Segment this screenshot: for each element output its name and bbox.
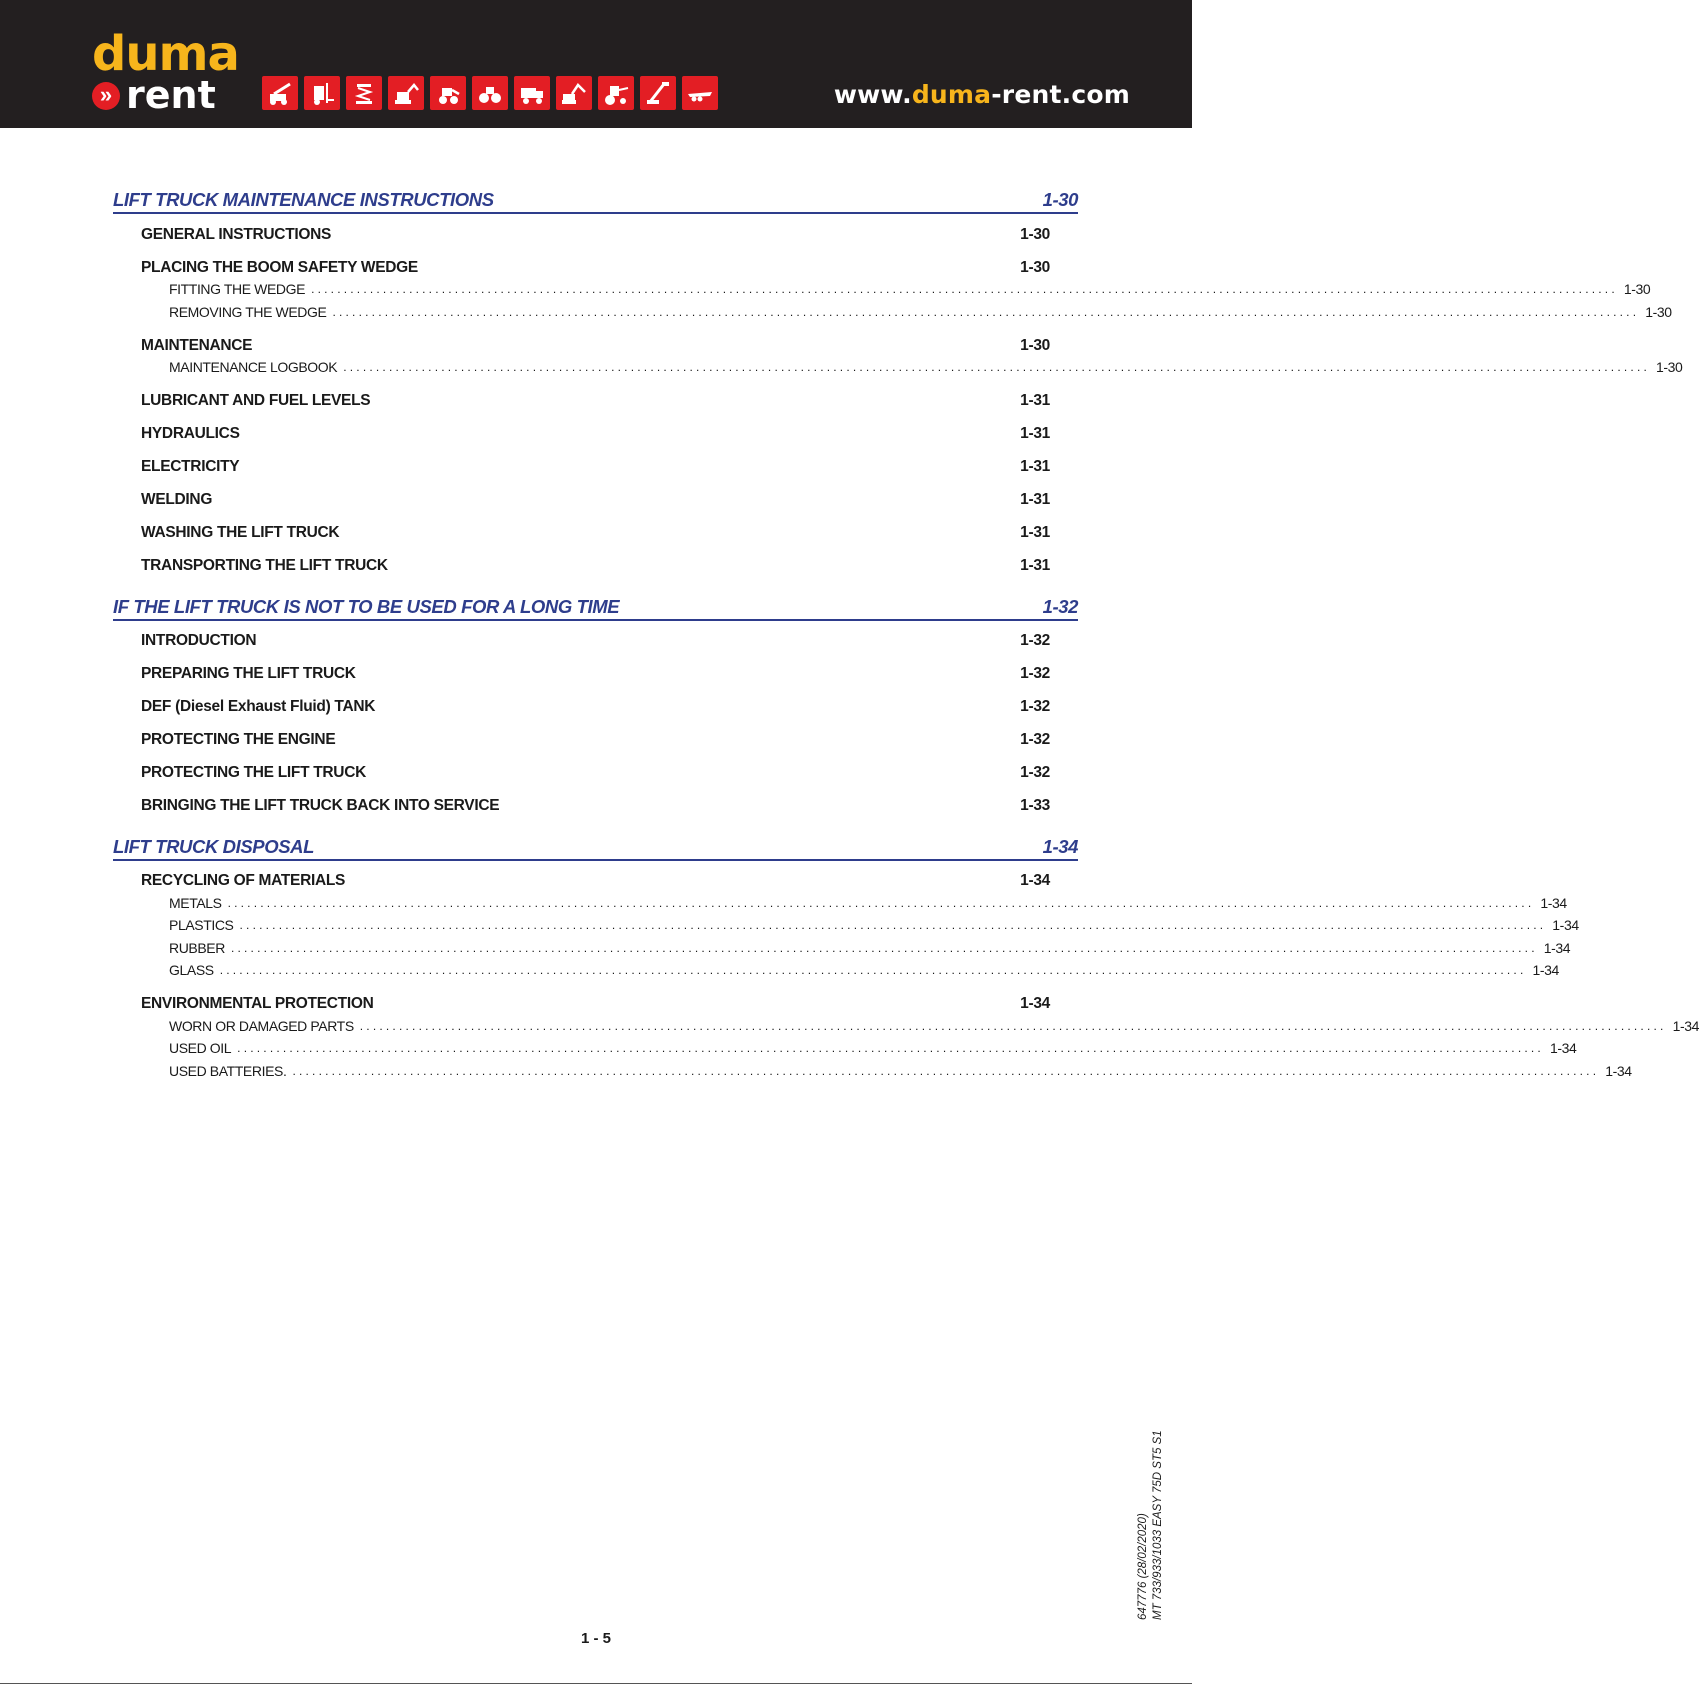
entry-page: 1-34 (1020, 872, 1050, 889)
section-heading[interactable] (113, 186, 1078, 214)
entry-page: 1-31 (1020, 491, 1050, 508)
section-heading[interactable] (113, 593, 1078, 621)
toc-entry-row[interactable] (141, 418, 1050, 451)
toc-entry-row[interactable] (141, 385, 1050, 418)
toc-entry (113, 865, 1579, 982)
subentry-page: 1-30 (1623, 281, 1651, 298)
entry-title: MAINTENANCE (141, 336, 253, 354)
toc-subentry[interactable] (141, 1037, 1577, 1060)
entry-page: 1-31 (1020, 392, 1050, 409)
toc-entry-row[interactable] (141, 517, 1050, 550)
logo-rent-text: rent (126, 73, 216, 117)
subentry-title: WORN OR DAMAGED PARTS (169, 1017, 354, 1034)
toc-entry (113, 385, 1078, 418)
toc-entry-row[interactable] (141, 658, 1050, 691)
subentry-title: METALS (169, 894, 222, 911)
boom-lift-icon (640, 76, 676, 110)
entry-page: 1-32 (1020, 665, 1050, 682)
toc-entry (113, 625, 1078, 658)
toc-subentry[interactable] (141, 937, 1571, 960)
dot-leader: ........................................................................................................................................................................................................ (343, 360, 1651, 375)
entry-page: 1-31 (1020, 458, 1050, 475)
toc-section (113, 186, 1683, 583)
machine-icon-strip (262, 76, 718, 110)
subentry-page: 1-34 (1552, 917, 1579, 934)
toc-entry-row[interactable] (141, 484, 1050, 517)
entry-title: ENVIRONMENTAL PROTECTION (141, 995, 374, 1012)
toc-entry-row[interactable] (141, 790, 1050, 823)
toc-entry (113, 251, 1672, 323)
entry-title: PLACING THE BOOM SAFETY WEDGE (141, 258, 418, 276)
toc-entry (113, 550, 1078, 583)
logo-duma-text: duma (92, 26, 239, 82)
toc-subentry[interactable] (141, 1015, 1699, 1038)
entry-title: LUBRICANT AND FUEL LEVELS (141, 392, 371, 409)
entry-page: 1-31 (1020, 524, 1050, 541)
toc-entry-row[interactable] (141, 218, 1050, 251)
document-code: 647776 (28/02/2020) (1137, 1513, 1149, 1620)
section-title: IF THE LIFT TRUCK IS NOT TO BE USED FOR A LONG TIME (113, 595, 620, 617)
dot-leader: ........................................................................................................................................................................................................ (311, 282, 1618, 297)
subentry-page: 1-34 (1672, 1017, 1699, 1034)
toc-entry-row[interactable] (141, 757, 1050, 790)
entry-page: 1-31 (1020, 425, 1050, 442)
dot-leader: ........................................................................................................................................................................................................ (239, 918, 1547, 933)
subentry-title: RUBBER (169, 939, 225, 956)
entry-title: PROTECTING THE ENGINE (141, 731, 336, 748)
entry-title: RECYCLING OF MATERIALS (141, 872, 346, 889)
section-page: 1-32 (1042, 595, 1078, 617)
roller-icon (472, 76, 508, 110)
toc-subentry[interactable] (141, 301, 1672, 324)
subentry-title: USED BATTERIES. (169, 1062, 287, 1079)
dot-leader: ........................................................................................................................................................................................................ (332, 304, 1640, 319)
truck-icon (514, 76, 550, 110)
entry-title: TRANSPORTING THE LIFT TRUCK (141, 557, 388, 574)
entry-title: PREPARING THE LIFT TRUCK (141, 665, 356, 682)
toc-entry (113, 988, 1699, 1083)
entry-page: 1-32 (1020, 632, 1050, 649)
subentry-page: 1-34 (1549, 1040, 1577, 1057)
wheel-loader-icon (430, 76, 466, 110)
entry-title: ELECTRICITY (141, 458, 240, 475)
entry-title: BRINGING THE LIFT TRUCK BACK INTO SERVICE (141, 797, 500, 814)
section-title: LIFT TRUCK DISPOSAL (113, 835, 315, 857)
toc-entry (113, 484, 1078, 517)
toc-subentry[interactable] (141, 356, 1683, 379)
entry-title: WELDING (141, 491, 213, 508)
toc-subentry[interactable] (141, 892, 1567, 915)
toc-entry-row[interactable] (141, 691, 1050, 724)
subentry-title: PLASTICS (169, 917, 234, 934)
toc-entry (113, 790, 1078, 823)
toc-entry-row[interactable] (141, 625, 1050, 658)
entry-title: INTRODUCTION (141, 632, 257, 649)
entry-title: WASHING THE LIFT TRUCK (141, 524, 340, 541)
entry-title: GENERAL INSTRUCTIONS (141, 225, 332, 243)
entry-title: PROTECTING THE LIFT TRUCK (141, 764, 366, 781)
toc-entry (113, 218, 1078, 251)
subentry-page: 1-34 (1605, 1062, 1632, 1079)
toc-entry-row[interactable] (141, 550, 1050, 583)
subentry-page: 1-30 (1645, 303, 1672, 320)
chevron-right-icon: » (92, 82, 120, 110)
duma-rent-logo[interactable] (92, 26, 242, 117)
toc-subentry[interactable] (141, 278, 1651, 301)
entry-page: 1-32 (1020, 698, 1050, 715)
toc-section (113, 593, 1078, 823)
trailer-icon (682, 76, 718, 110)
section-heading[interactable] (113, 833, 1078, 861)
entry-page: 1-33 (1020, 797, 1050, 814)
dot-leader: ........................................................................................................................................................................................................ (219, 963, 1527, 978)
toc-entry (113, 418, 1078, 451)
scissor-lift-icon (346, 76, 382, 110)
entry-page: 1-34 (1020, 995, 1050, 1012)
tractor-icon (598, 76, 634, 110)
section-page: 1-34 (1042, 835, 1078, 857)
toc-entry (113, 658, 1078, 691)
dot-leader: ........................................................................................................................................................................................................ (230, 940, 1538, 955)
dot-leader: ........................................................................................................................................................................................................ (227, 895, 1535, 910)
entry-title: HYDRAULICS (141, 425, 240, 442)
subentry-title: MAINTENANCE LOGBOOK (169, 359, 338, 376)
entry-page: 1-30 (1020, 336, 1050, 354)
entry-page: 1-32 (1020, 764, 1050, 781)
subentry-title: REMOVING THE WEDGE (169, 303, 327, 320)
toc-subentry[interactable] (141, 914, 1579, 937)
toc-entry (113, 691, 1078, 724)
dot-leader: ........................................................................................................................................................................................................ (292, 1063, 1600, 1078)
subentry-title: GLASS (169, 962, 214, 979)
toc-subentry[interactable] (141, 1060, 1632, 1083)
toc-entry (113, 757, 1078, 790)
toc-entry (113, 451, 1078, 484)
model-list: MT 733/933/1033 EASY 75D ST5 S1 (1152, 1430, 1164, 1620)
entry-page: 1-31 (1020, 557, 1050, 574)
mini-excavator-icon (388, 76, 424, 110)
toc-section (113, 833, 1699, 1083)
subentry-page: 1-34 (1540, 894, 1567, 911)
toc-entry-row[interactable] (141, 451, 1050, 484)
toc-subentry[interactable] (141, 959, 1559, 982)
section-page: 1-30 (1042, 189, 1078, 210)
telehandler-icon (262, 76, 298, 110)
entry-page: 1-32 (1020, 731, 1050, 748)
footer-divider (0, 1683, 1192, 1684)
entry-page: 1-30 (1020, 225, 1050, 243)
table-of-contents (113, 186, 1699, 1092)
toc-entry (113, 724, 1078, 757)
toc-entry (113, 517, 1078, 550)
excavator-icon (556, 76, 592, 110)
section-title: LIFT TRUCK MAINTENANCE INSTRUCTIONS (113, 189, 494, 210)
subentry-page: 1-34 (1543, 939, 1571, 956)
subentry-page: 1-34 (1532, 962, 1559, 979)
page-number: 1 - 5 (580, 1630, 611, 1647)
subentry-title: USED OIL (169, 1040, 232, 1057)
dot-leader: ........................................................................................................................................................................................................ (237, 1041, 1544, 1056)
toc-entry-row[interactable] (141, 724, 1050, 757)
subentry-page: 1-30 (1656, 359, 1683, 376)
entry-page: 1-30 (1020, 258, 1050, 276)
page-header (0, 0, 1192, 128)
dot-leader: ........................................................................................................................................................................................................ (359, 1018, 1667, 1033)
toc-entry (113, 329, 1683, 379)
website-url[interactable]: www.duma-rent.com (833, 80, 1130, 109)
document-reference (1136, 1430, 1166, 1620)
entry-title: DEF (Diesel Exhaust Fluid) TANK (141, 698, 376, 715)
forklift-icon (304, 76, 340, 110)
subentry-title: FITTING THE WEDGE (169, 281, 306, 298)
